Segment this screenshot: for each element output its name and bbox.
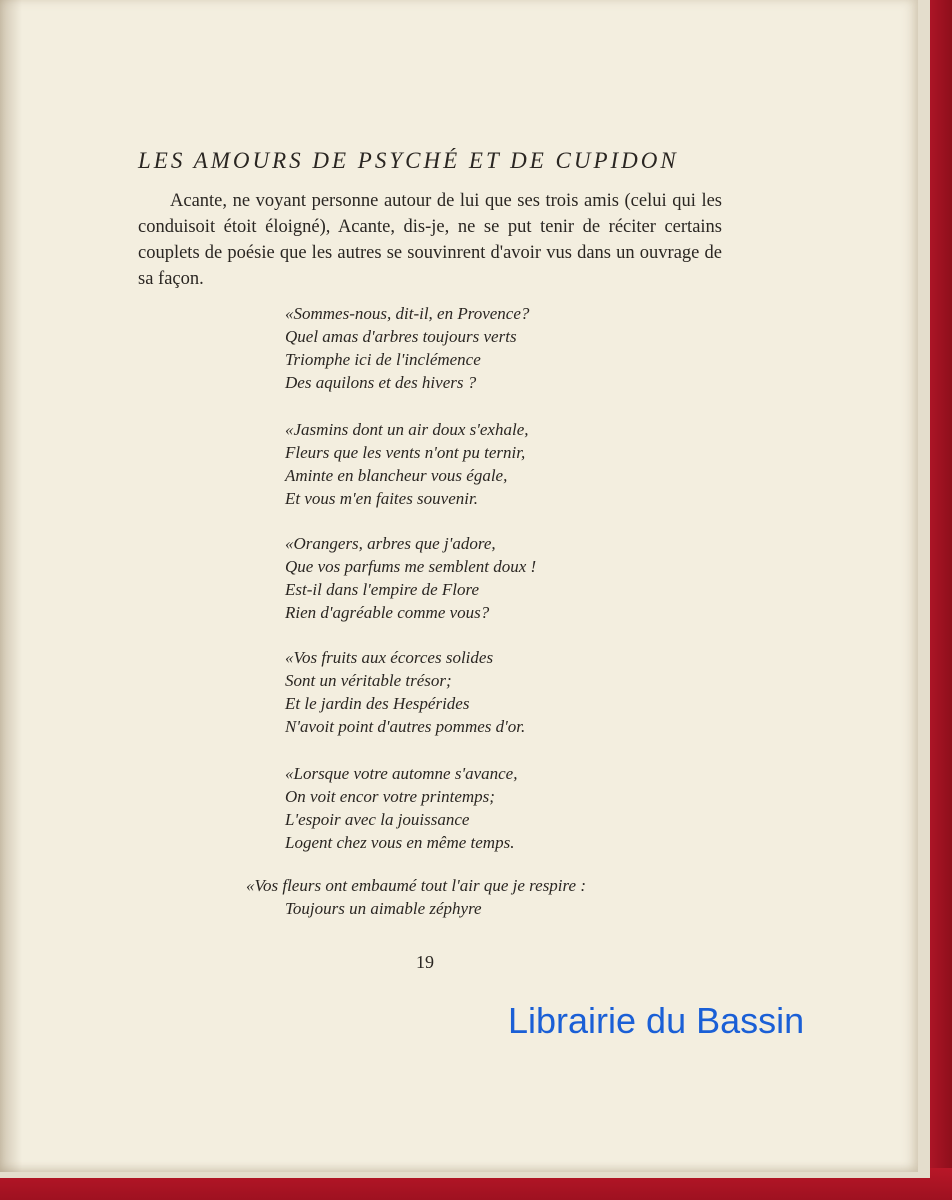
chapter-heading: LES AMOURS DE PSYCHÉ ET DE CUPIDON xyxy=(138,148,679,173)
verse-line: «Vos fleurs ont embaumé tout l'air que je respire : xyxy=(246,876,586,895)
stanza xyxy=(246,874,586,920)
verse-line: Et le jardin des Hespérides xyxy=(285,694,470,713)
verse-line: Est-il dans l'empire de Flore xyxy=(285,580,480,599)
verse-line: «Lorsque votre automne s'avance, xyxy=(285,764,518,783)
verse-line: «Jasmins dont un air doux s'exhale, xyxy=(285,420,529,439)
watermark: Librairie du Bassin xyxy=(508,1000,805,1041)
stanza xyxy=(285,646,525,738)
verse-line: N'avoit point d'autres pommes d'or. xyxy=(285,717,526,736)
verse-line: Et vous m'en faites souvenir. xyxy=(285,489,478,508)
verse-line: Sont un véritable trésor; xyxy=(285,671,452,690)
gutter-shadow xyxy=(0,0,22,1172)
stanza xyxy=(285,302,529,394)
verse-line: Aminte en blancheur vous égale, xyxy=(285,466,508,485)
page-number: 19 xyxy=(416,952,434,972)
verse-line: Fleurs que les vents n'ont pu ternir, xyxy=(285,443,526,462)
verse-line: L'espoir avec la jouissance xyxy=(285,810,470,829)
verse-line: On voit encor votre printemps; xyxy=(285,787,495,806)
stanza xyxy=(285,418,529,510)
verse-line: Que vos parfums me semblent doux ! xyxy=(285,557,537,576)
stanza xyxy=(285,532,536,624)
verse-line: Rien d'agréable comme vous? xyxy=(285,603,490,622)
verse-line: «Vos fruits aux écorces solides xyxy=(285,648,494,667)
verse-line: «Orangers, arbres que j'adore, xyxy=(285,534,496,553)
verse-line: Logent chez vous en même temps. xyxy=(285,833,515,852)
prose-text: Acante, ne voyant personne autour de lui que ses trois amis (celui qui les conduisoit étoit éloigné), Acante, dis-je, ne se put tenir de réciter certains couplets de poésie que les autres se souvinrent d'avoir vus dans un ouvrage de sa façon. xyxy=(138,191,722,289)
stanza xyxy=(285,762,517,854)
verse-line: Des aquilons et des hivers ? xyxy=(285,373,477,392)
verse-line: Triomphe ici de l'inclémence xyxy=(285,350,481,369)
prose-paragraph xyxy=(138,188,722,292)
verse-line: «Sommes-nous, dit-il, en Provence? xyxy=(285,304,530,323)
verse-line: Toujours un aimable zéphyre xyxy=(285,899,482,918)
verse-line: Quel amas d'arbres toujours verts xyxy=(285,327,517,346)
